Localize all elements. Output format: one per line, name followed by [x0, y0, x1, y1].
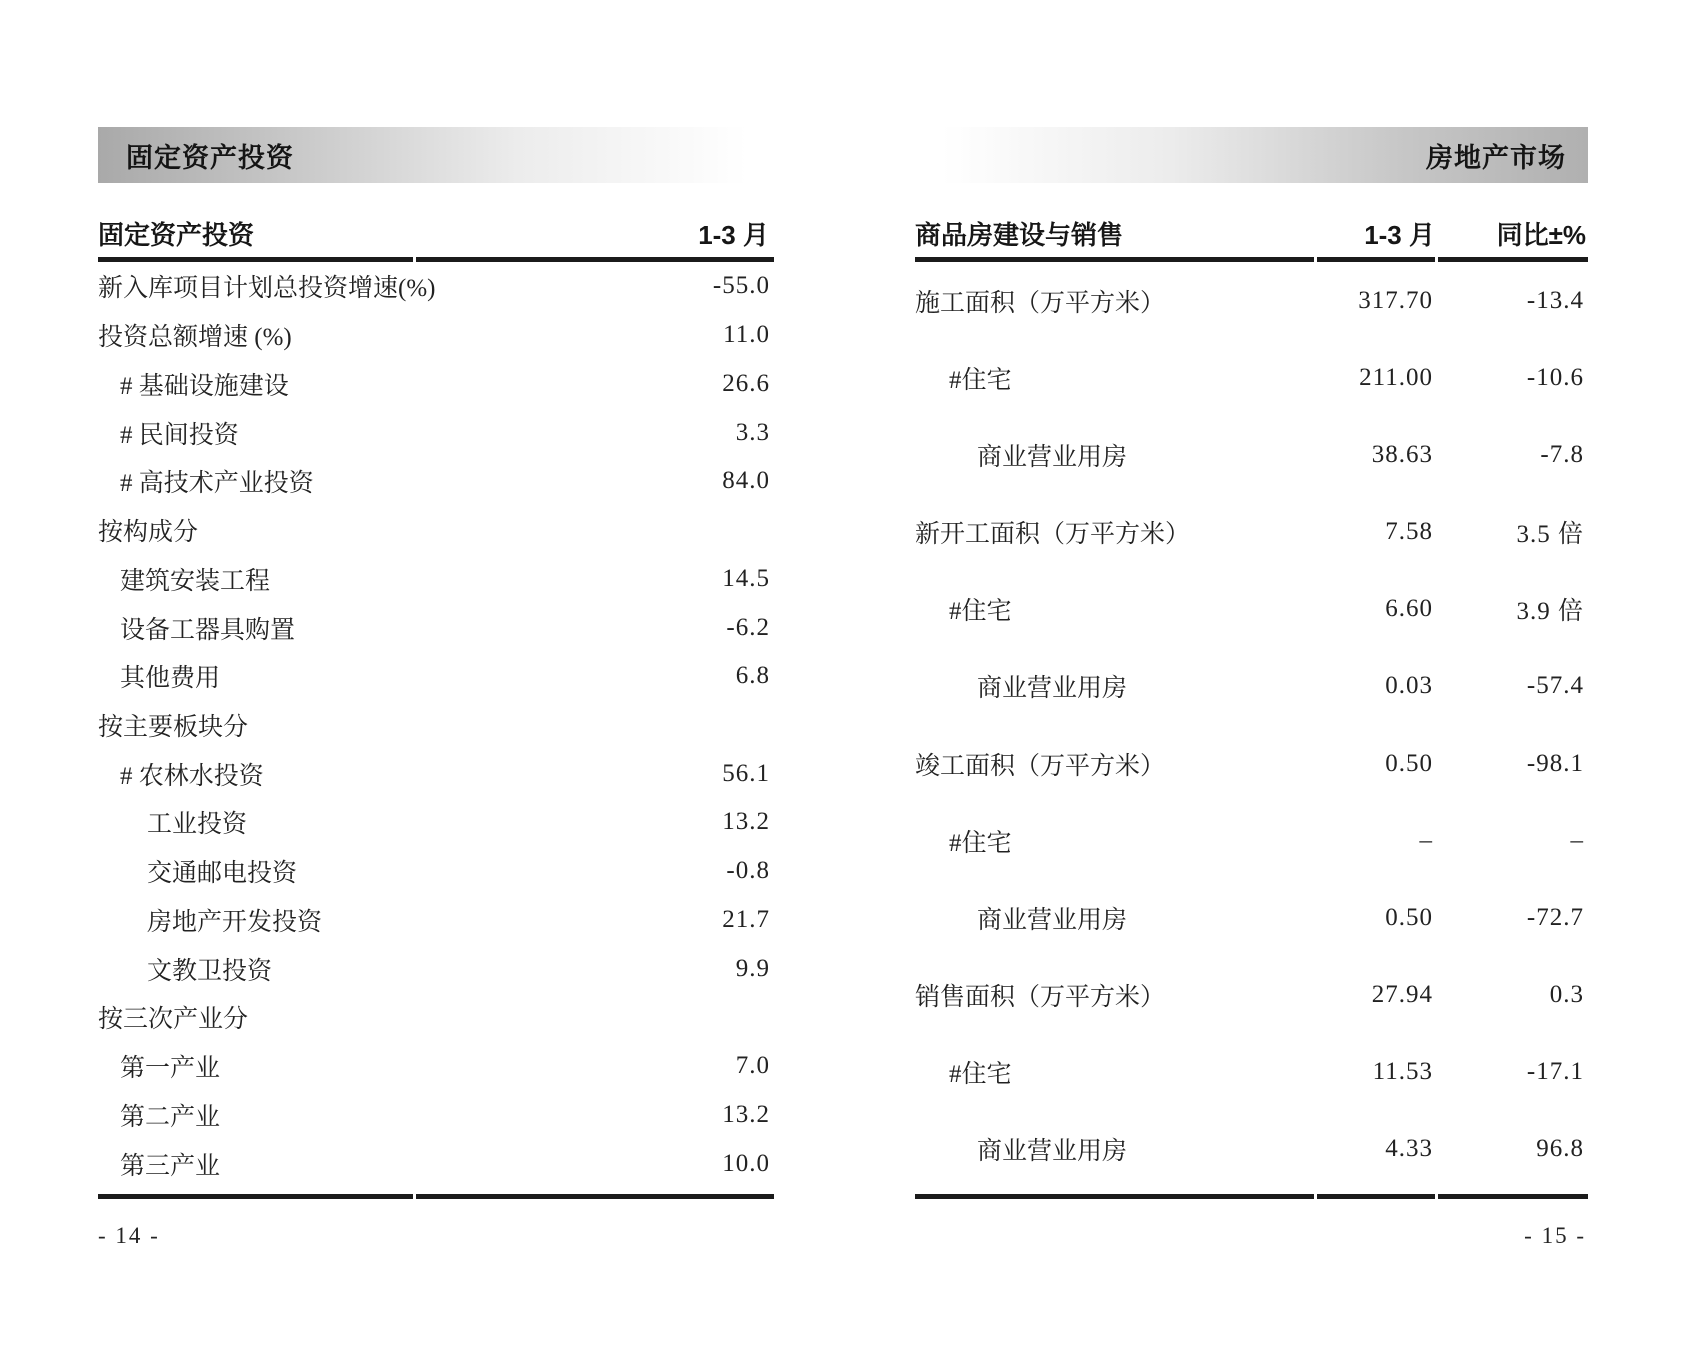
row-value-period: 27.94	[1371, 981, 1433, 1009]
left-table-top-rule	[98, 257, 774, 262]
row-value-yoy: 96.8	[1536, 1135, 1584, 1163]
row-label: 施工面积（万平方米）	[915, 289, 1166, 317]
row-value: 11.0	[723, 321, 770, 349]
row-value-yoy: 0.3	[1549, 981, 1584, 1009]
table-row	[98, 749, 774, 798]
row-label: 交通邮电投资	[147, 860, 298, 888]
rule-gap	[1435, 1194, 1438, 1199]
table-row	[915, 416, 1588, 493]
table-row	[915, 957, 1588, 1034]
table-row	[98, 944, 774, 993]
rule-gap	[413, 257, 416, 262]
row-label: 房地产开发投资	[147, 908, 323, 936]
row-label: 新入库项目计划总投资增速(%)	[98, 275, 436, 303]
row-label: 设备工器具购置	[120, 616, 296, 644]
rule-gap	[1314, 1194, 1317, 1199]
right-page	[915, 127, 1588, 1249]
table-row	[98, 798, 774, 847]
row-label: 其他费用	[120, 665, 221, 693]
row-label: 销售面积（万平方米）	[915, 984, 1166, 1012]
left-table-body	[98, 262, 774, 1188]
row-value: 13.2	[722, 1100, 770, 1128]
row-value: 84.0	[722, 467, 770, 495]
row-value-yoy: -10.6	[1526, 363, 1584, 391]
table-row	[915, 802, 1588, 879]
row-value-period: 0.50	[1385, 903, 1433, 931]
row-value-period: 38.63	[1371, 440, 1433, 468]
table-row	[915, 571, 1588, 648]
table-row	[98, 554, 774, 603]
right-table-body	[915, 262, 1588, 1188]
row-label: 商业营业用房	[977, 906, 1128, 934]
row-value: 14.5	[722, 564, 770, 592]
table-row	[915, 339, 1588, 416]
row-value-yoy: 3.5 倍	[1516, 521, 1584, 549]
row-label: #住宅	[949, 1061, 1012, 1089]
right-page-number: - 15 -	[1524, 1223, 1586, 1248]
table-row	[98, 1139, 774, 1188]
row-value-yoy: –	[1570, 826, 1584, 854]
left-banner-title: 固定资产投资	[126, 142, 294, 173]
row-label: # 基础设施建设	[120, 372, 289, 400]
table-row	[98, 993, 774, 1042]
row-value-period: 317.70	[1358, 286, 1433, 314]
table-row	[98, 359, 774, 408]
right-table-header	[915, 215, 1588, 251]
row-label: 建筑安装工程	[120, 567, 271, 595]
row-label: 商业营业用房	[977, 1138, 1128, 1166]
row-value-yoy: -57.4	[1526, 672, 1584, 700]
left-banner	[98, 127, 774, 183]
table-row	[98, 408, 774, 457]
table-row	[98, 1042, 774, 1091]
row-value-period: 4.33	[1385, 1135, 1433, 1163]
left-column-period: 1-3 月	[698, 220, 769, 250]
table-row	[98, 896, 774, 945]
row-label: # 民间投资	[120, 421, 239, 449]
table-row	[915, 262, 1588, 339]
table-row	[98, 701, 774, 750]
row-value: 13.2	[722, 808, 770, 836]
row-value-period: –	[1419, 826, 1433, 854]
row-value: 56.1	[722, 759, 770, 787]
row-value: 7.0	[735, 1052, 770, 1080]
table-row	[98, 652, 774, 701]
right-banner-title: 房地产市场	[1426, 142, 1566, 173]
table-row	[98, 457, 774, 506]
row-label: #住宅	[949, 366, 1012, 394]
right-table-bottom-rule	[915, 1194, 1588, 1199]
row-value: 26.6	[722, 369, 770, 397]
row-label: 文教卫投资	[147, 957, 273, 985]
left-page	[98, 127, 774, 1249]
row-value: 6.8	[735, 662, 770, 690]
table-row	[98, 262, 774, 311]
row-value-period: 6.60	[1385, 595, 1433, 623]
row-label: 商业营业用房	[977, 675, 1128, 703]
row-value: 10.0	[722, 1149, 770, 1177]
right-column-period: 1-3 月	[1364, 220, 1435, 250]
row-label: 按构成分	[98, 519, 199, 547]
left-table-bottom-rule	[98, 1194, 774, 1199]
row-label: 工业投资	[147, 811, 248, 839]
rule-gap	[1435, 257, 1438, 262]
row-label: #住宅	[949, 598, 1012, 626]
row-label: 第一产业	[120, 1055, 221, 1083]
table-row	[915, 879, 1588, 956]
row-value-period: 7.58	[1385, 518, 1433, 546]
row-label: 新开工面积（万平方米）	[915, 521, 1191, 549]
right-table-title: 商品房建设与销售	[915, 220, 1124, 250]
row-value: -6.2	[726, 613, 770, 641]
row-value-yoy: -13.4	[1526, 286, 1584, 314]
row-value: -0.8	[726, 857, 770, 885]
table-row	[915, 648, 1588, 725]
right-banner	[915, 127, 1588, 183]
table-row	[915, 725, 1588, 802]
row-value-period: 11.53	[1372, 1058, 1433, 1086]
rule-gap	[413, 1194, 416, 1199]
row-value: 21.7	[722, 905, 770, 933]
row-label: 第三产业	[120, 1152, 221, 1180]
row-label: 按主要板块分	[98, 713, 249, 741]
left-page-number: - 14 -	[98, 1223, 160, 1248]
rule-gap	[1314, 257, 1317, 262]
row-label: #住宅	[949, 829, 1012, 857]
row-value: -55.0	[712, 272, 770, 300]
table-row	[98, 847, 774, 896]
table-row	[915, 494, 1588, 571]
row-label: 投资总额增速 (%)	[98, 324, 292, 352]
row-label: 按三次产业分	[98, 1006, 249, 1034]
table-row	[98, 311, 774, 360]
table-row	[98, 506, 774, 555]
row-value-yoy: 3.9 倍	[1516, 598, 1584, 626]
row-label: 商业营业用房	[977, 443, 1128, 471]
row-value-yoy: -72.7	[1526, 903, 1584, 931]
row-value-yoy: -98.1	[1526, 749, 1584, 777]
row-value: 3.3	[735, 418, 770, 446]
right-table-top-rule	[915, 257, 1588, 262]
row-label: # 农林水投资	[120, 762, 264, 790]
row-label: # 高技术产业投资	[120, 470, 314, 498]
table-row	[98, 1090, 774, 1139]
right-column-yoy: 同比±%	[1496, 220, 1586, 250]
row-label: 竣工面积（万平方米）	[915, 752, 1166, 780]
left-table-title: 固定资产投资	[98, 220, 255, 250]
row-value: 9.9	[735, 954, 770, 982]
row-value-yoy: -17.1	[1526, 1058, 1584, 1086]
table-row	[915, 1034, 1588, 1111]
row-value-yoy: -7.8	[1540, 440, 1584, 468]
table-row	[915, 1111, 1588, 1188]
row-value-period: 0.03	[1385, 672, 1433, 700]
left-table-header	[98, 215, 774, 251]
row-label: 第二产业	[120, 1103, 221, 1131]
table-row	[98, 603, 774, 652]
row-value-period: 0.50	[1385, 749, 1433, 777]
row-value-period: 211.00	[1359, 363, 1433, 391]
